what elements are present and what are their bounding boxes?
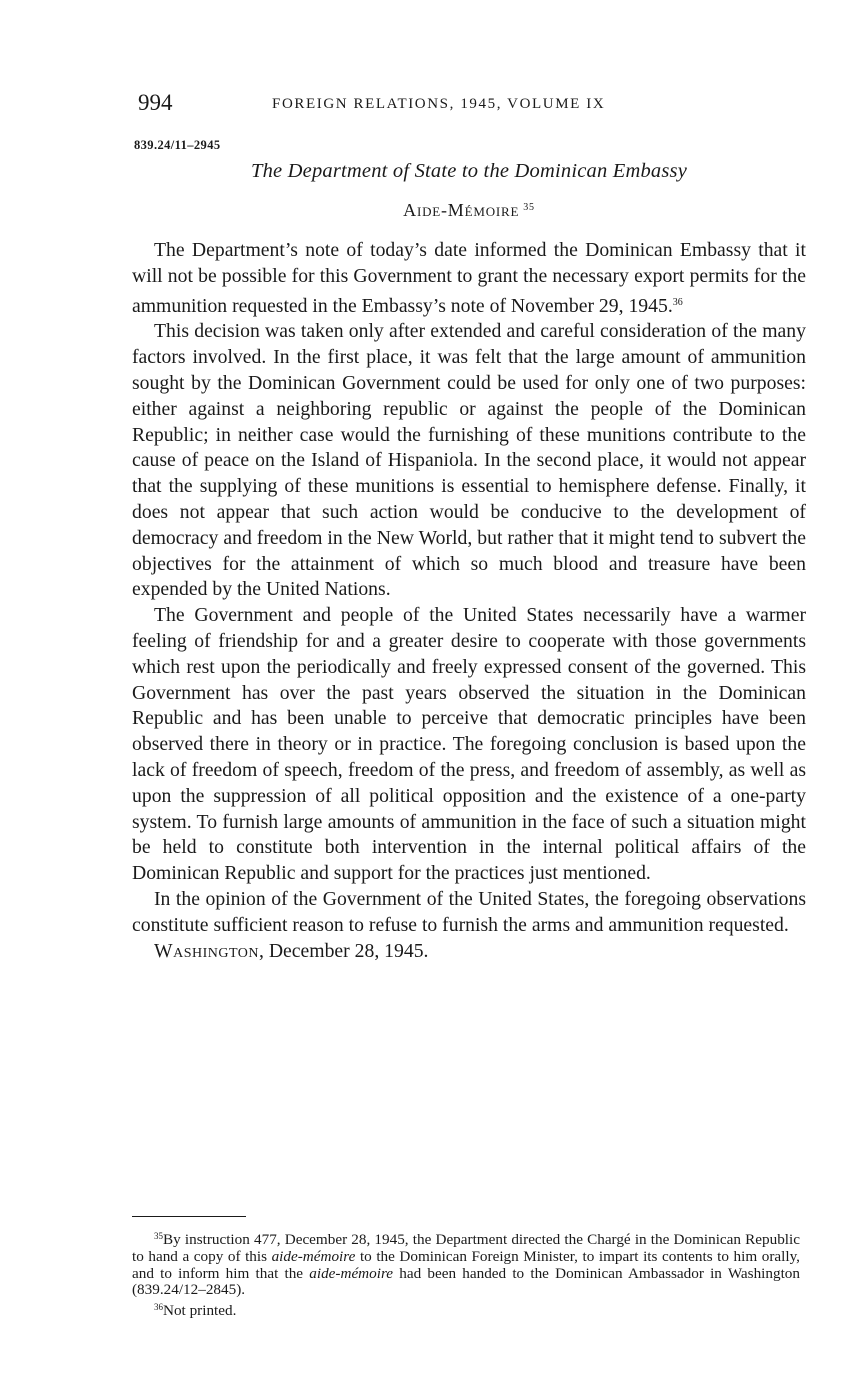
signature-date: , December 28, 1945. [259,939,429,962]
footnotes [132,1228,800,1320]
footnote-36-text: Not printed. [163,1302,237,1320]
page-number: 994 [138,90,173,115]
footnote-ref-35: 35 [523,202,535,213]
document-type-heading [132,200,806,221]
signature-place: Washington [154,939,259,962]
footnote-ref-36: 36 [672,296,683,308]
document-page [132,88,806,1320]
memorandum-body [132,238,806,964]
footnote-36 [132,1299,800,1320]
footnote-35-text-b: to the Dominican Foreign Minister, to impart its contents to him orally, and to inform him that the [132,1247,800,1282]
footnote-36-mark: 36 [154,1302,163,1313]
file-number: 839.24/11–2945 [134,138,221,152]
place-and-date [132,939,806,965]
footnote-35-italic-a: aide-mémoire [271,1247,356,1265]
running-title: FOREIGN RELATIONS, 1945, VOLUME IX [272,96,606,112]
paragraph-3: The Government and people of the United States necessarily have a warmer feeling of friendship for and a greater desire to cooperate with those governments which rest upon the periodically and freely expressed consent of the governed. This Government has over the past years observed the situation in the Dominican Republic and has been unable to perceive that democratic principles have been observed there in theory or in practice. The foregoing conclusion is based upon the lack of freedom of speech, freedom of the press, and freedom of assembly, as well as upon the suppression of all political opposition and the existence of a one-party system. To furnish large amounts of ammunition in the face of such a situation might be held to constitute both intervention in the internal political affairs of the Dominican Republic and support for the practices just mentioned. [132,604,806,885]
paragraph-4: In the opinion of the Government of the United States, the foregoing observations constitute sufficient reason to refuse to furnish the arms and ammunition requested. [132,887,806,936]
document-type: Aide-Mémoire [403,200,520,220]
footnote-35-text-a: By instruction 477, December 28, 1945, the Department directed the Chargé in the Dominican Republic to hand a copy of this [132,1231,800,1265]
paragraph-2: This decision was taken only after extended and careful consideration of the many factors involved. In the first place, it was felt that the large amount of ammunition sought by the Dominican Government could be used for only one of two purposes: either against a neighboring republic or against the people of the Dominican Republic; in neither case would the furnishing of these munitions contribute to the cause of peace on the Island of Hispaniola. In the second place, it would not appear that the supplying of these munitions is essential to hemisphere defense. Finally, it does not appear that such action would be conducive to the development of democracy and freedom in the New World, but rather that it might tend to subvert the objectives for the attainment of which so much blood and treasure have been expended by the United Nations. [132,320,806,601]
footnote-divider [132,1216,246,1217]
paragraph-1-text: The Department’s note of today’s date informed the Dominican Embassy that it will not be possible for this Government to grant the necessary export permits for the ammunition requested in the Embassy’s note of November 29, 1945. [132,239,806,317]
footnote-35-italic-b: aide-mémoire [309,1264,394,1282]
footnote-35-mark: 35 [154,1231,163,1241]
footnote-35 [132,1228,800,1299]
document-title: The Department of State to the Dominican Embassy [250,160,688,182]
running-head [132,88,806,122]
paragraph-1 [132,238,806,319]
footnote-35-text-c: had been handed to the Dominican Ambassador in Washington (839.24/12–2845). [132,1264,800,1299]
